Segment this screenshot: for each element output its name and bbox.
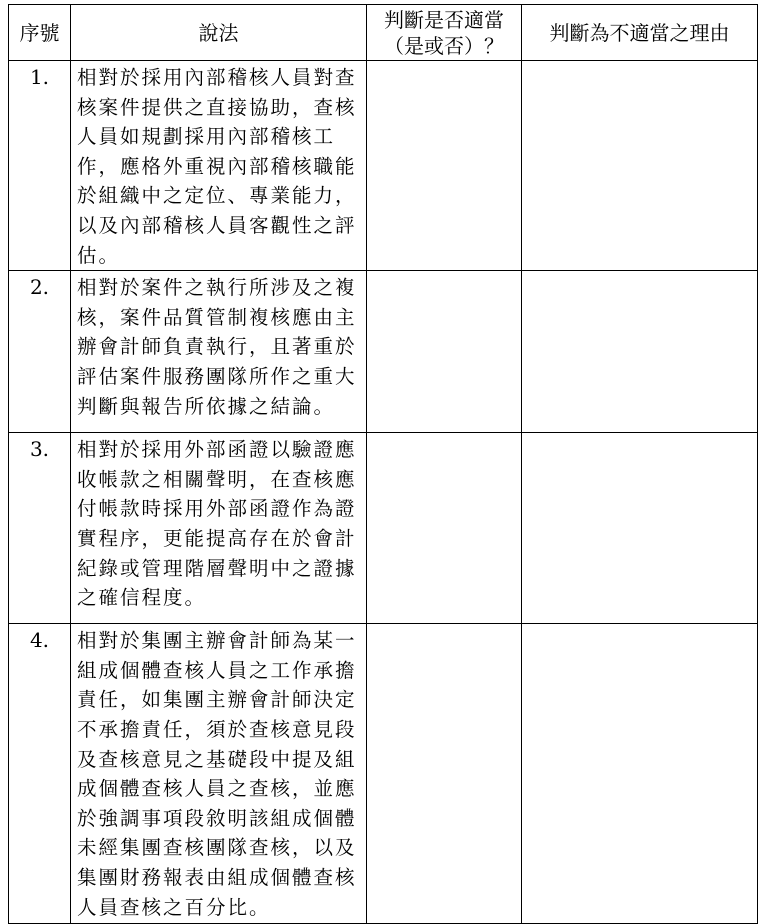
- table-row: [9, 433, 758, 624]
- reason-cell[interactable]: [522, 271, 758, 433]
- row-number: 4.: [9, 624, 71, 924]
- row-statement: 相對於集團主辦會計師為某一組成個體查核人員之工作承擔責任，如集團主辦會計師決定不承擔責任，須於查核意見段及查核意見之基礎段中提及組成個體查核人員之查核，並應於強調事項段敘明該組成個體未經集團查核團隊查核，以及集團財務報表由組成個體查核人員查核之百分比。: [71, 624, 367, 924]
- table-row: [9, 61, 758, 271]
- header-judgement-line2: （是或否）？: [384, 33, 504, 58]
- header-judgement: [367, 5, 522, 61]
- question-table: [8, 4, 758, 924]
- judgement-cell[interactable]: [367, 271, 522, 433]
- row-number: 2.: [9, 271, 71, 433]
- row-number: 1.: [9, 61, 71, 271]
- header-statement: 說法: [71, 5, 367, 61]
- reason-cell[interactable]: [522, 61, 758, 271]
- table-row: [9, 624, 758, 924]
- header-reason: 判斷為不適當之理由: [522, 5, 758, 61]
- table-row: [9, 271, 758, 433]
- header-row: [9, 5, 758, 61]
- row-statement: 相對於採用內部稽核人員對查核案件提供之直接協助，查核人員如規劃採用內部稽核工作，應格外重視內部稽核職能於組織中之定位、專業能力，以及內部稽核人員客觀性之評估。: [71, 61, 367, 271]
- header-no: 序號: [9, 5, 71, 61]
- header-judgement-line1: 判斷是否適當: [384, 7, 504, 32]
- reason-cell[interactable]: [522, 624, 758, 924]
- row-number: 3.: [9, 433, 71, 624]
- judgement-cell[interactable]: [367, 624, 522, 924]
- judgement-cell[interactable]: [367, 433, 522, 624]
- reason-cell[interactable]: [522, 433, 758, 624]
- row-statement: 相對於採用外部函證以驗證應收帳款之相關聲明，在查核應付帳款時採用外部函證作為證實程序，更能提高存在於會計紀錄或管理階層聲明中之證據之確信程度。: [71, 433, 367, 624]
- row-statement: 相對於案件之執行所涉及之複核，案件品質管制複核應由主辦會計師負責執行，且著重於評估案件服務團隊所作之重大判斷與報告所依據之結論。: [71, 271, 367, 433]
- judgement-cell[interactable]: [367, 61, 522, 271]
